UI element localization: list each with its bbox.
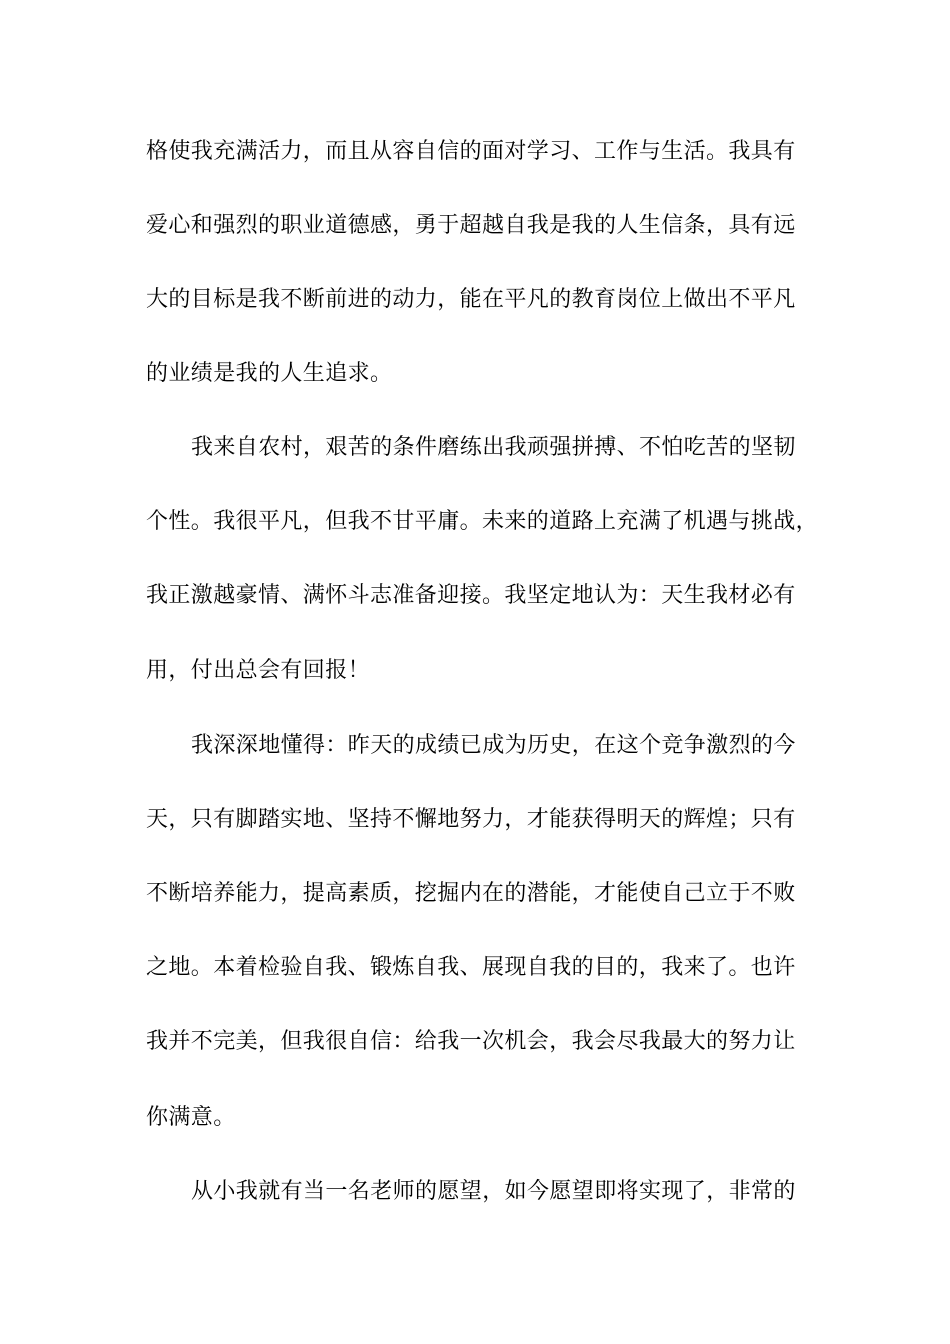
text-line: 格使我充满活力，而且从容自信的面对学习、工作与生活。我具有: [146, 139, 796, 164]
text-line: 之地。本着检验自我、锻炼自我、展现自我的目的，我来了。也许: [146, 955, 796, 980]
text-line: 你满意。: [146, 1105, 236, 1130]
text-line: 天，只有脚踏实地、坚持不懈地努力，才能获得明天的辉煌；只有: [146, 807, 796, 832]
text-line: 用，付出总会有回报！: [146, 658, 371, 683]
text-line: 的业绩是我的人生追求。: [146, 361, 393, 386]
paragraph-first-line: 从小我就有当一名老师的愿望，如今愿望即将实现了，非常的: [191, 1179, 796, 1204]
text-line: 大的目标是我不断前进的动力，能在平凡的教育岗位上做出不平凡: [146, 287, 796, 312]
text-line: 不断培养能力，提高素质，挖掘内在的潜能，才能使自己立于不败: [146, 881, 796, 906]
paragraph-first-line: 我深深地懂得：昨天的成绩已成为历史，在这个竞争激烈的今: [191, 733, 796, 758]
text-line: 我正激越豪情、满怀斗志准备迎接。我坚定地认为：天生我材必有: [146, 583, 796, 608]
paragraph-first-line: 我来自农村，艰苦的条件磨练出我顽强拼搏、不怕吃苦的坚韧: [191, 435, 796, 460]
text-line: 爱心和强烈的职业道德感，勇于超越自我是我的人生信条，具有远: [146, 213, 796, 238]
text-line: 个性。我很平凡，但我不甘平庸。未来的道路上充满了机遇与挑战，: [146, 509, 819, 534]
text-line: 我并不完美，但我很自信：给我一次机会，我会尽我最大的努力让: [146, 1029, 796, 1054]
